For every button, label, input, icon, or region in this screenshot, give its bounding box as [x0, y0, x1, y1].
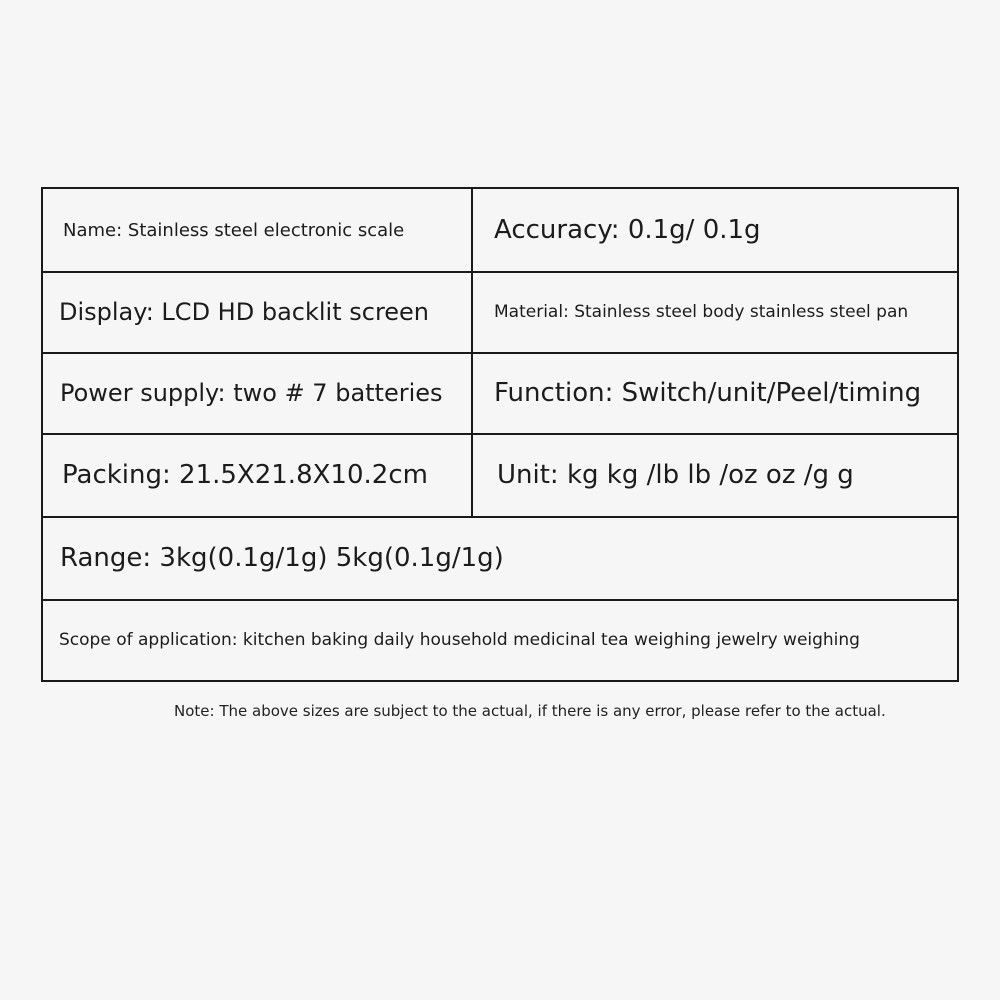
spec-material-cell: Material: Stainless steel body stainless steel pan: [494, 301, 909, 322]
spec-range-cell: Range: 3kg(0.1g/1g) 5kg(0.1g/1g): [60, 542, 504, 573]
spec-packing-cell: Packing: 21.5X21.8X10.2cm: [43, 433, 473, 516]
spec-power-supply-cell: Power supply: two # 7 batteries: [43, 352, 473, 433]
spec-row-6: [43, 599, 957, 680]
spec-accuracy-cell: Accuracy: 0.1g/ 0.1g: [494, 215, 761, 245]
spec-name-cell: Name: Stainless steel electronic scale: [43, 189, 473, 271]
spec-scope-cell: Scope of application: kitchen baking daily household medicinal tea weighing jewelry weighing: [59, 629, 860, 650]
spec-row-2: [43, 271, 957, 354]
spec-unit-cell: Unit: kg kg /lb lb /oz oz /g g: [497, 459, 854, 490]
spec-row-1: [43, 189, 957, 273]
spec-table: [41, 187, 959, 682]
spec-row-4: [43, 433, 957, 518]
spec-row-3: [43, 352, 957, 435]
footnote: Note: The above sizes are subject to the actual, if there is any error, please refer to the actual.: [174, 702, 886, 720]
spec-function-cell: Function: Switch/unit/Peel/timing: [494, 377, 922, 408]
spec-display-cell: Display: LCD HD backlit screen: [43, 271, 473, 352]
spec-row-5: [43, 516, 957, 601]
